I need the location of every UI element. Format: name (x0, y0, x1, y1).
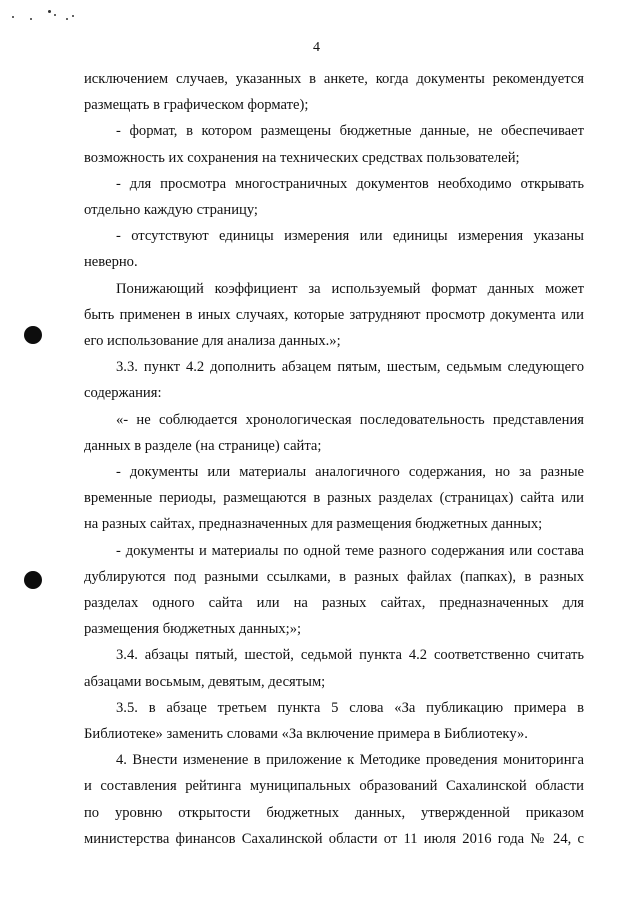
text-line: министерства финансов Сахалинской области от 11 июля 2016 года № 24, с (84, 830, 584, 847)
text-line: - документы или материалы аналогичного содержания, но за разные (116, 464, 584, 481)
text-line: быть применен в иных случаях, которые затрудняют просмотр документа или (84, 306, 584, 323)
document-body (84, 66, 584, 852)
text-line: данных в разделе (на странице) сайта; (84, 437, 322, 454)
text-line: Библиотеке» заменить словами «За включение примера в Библиотеку». (84, 726, 528, 743)
text-line: его использование для анализа данных.»; (84, 333, 341, 350)
text-line: отдельно каждую страницу; (84, 202, 258, 219)
binder-hole (24, 326, 42, 344)
text-line: - формат, в котором размещены бюджетные данные, не обеспечивает (116, 123, 584, 140)
text-line: дублируются под разными ссылками, в разных файлах (папках), в разных (84, 568, 584, 585)
text-line: абзацами восьмым, девятым, десятым; (84, 673, 326, 690)
text-line: 4. Внести изменение в приложение к Методике проведения мониторинга (116, 752, 584, 769)
text-line: на разных сайтах, предназначенных для размещения бюджетных данных; (84, 516, 543, 533)
text-line: по уровню открытости бюджетных данных, утвержденной приказом (84, 804, 584, 821)
text-line: «- не соблюдается хронологическая последовательность представления (116, 411, 584, 428)
text-line: содержания: (84, 385, 162, 402)
text-line: размещения бюджетных данных;»; (84, 621, 302, 638)
text-line: - отсутствуют единицы измерения или единицы измерения указаны (116, 228, 584, 245)
text-line: неверно. (84, 254, 138, 271)
text-line: 3.3. пункт 4.2 дополнить абзацем пятым, шестым, седьмым следующего (116, 359, 584, 376)
text-line: и составления рейтинга муниципальных образований Сахалинской области (84, 778, 584, 795)
binder-hole (24, 571, 42, 589)
text-line: размещать в графическом формате); (84, 97, 309, 114)
text-line: временные периоды, размещаются в разных разделах (страницах) сайта или (84, 490, 584, 507)
text-line: исключением случаев, указанных в анкете, когда документы рекомендуется (84, 71, 584, 87)
text-line: Понижающий коэффициент за используемый формат данных может (116, 280, 584, 297)
text-line: - документы и материалы по одной теме разного содержания или состава (116, 542, 584, 559)
text-line: 3.5. в абзаце третьем пункта 5 слова «За публикацию примера в (116, 699, 584, 716)
text-line: 3.4. абзацы пятый, шестой, седьмой пункта 4.2 соответственно считать (116, 647, 584, 664)
text-line: разделах одного сайта или на разных сайтах, предназначенных для (84, 595, 584, 612)
page-number: 4 (313, 40, 320, 55)
text-line: - для просмотра многостраничных документов необходимо открывать (116, 175, 584, 192)
scan-specks (8, 6, 78, 26)
text-line: возможность их сохранения на технических средствах пользователей; (84, 149, 520, 166)
